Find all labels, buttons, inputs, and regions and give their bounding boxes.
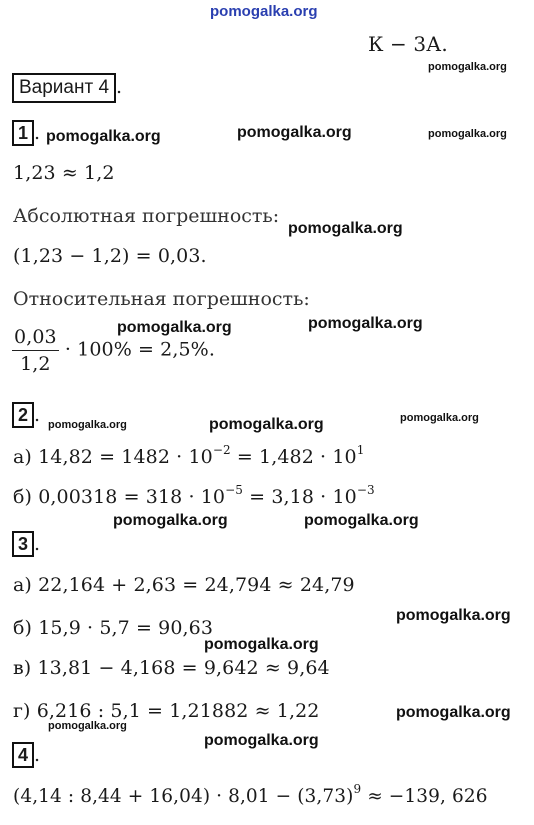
task-1-number: 1 . bbox=[12, 120, 40, 146]
work-code: К − 3А. bbox=[368, 32, 448, 56]
task-1-approx: 1,23 ≈ 1,2 bbox=[13, 162, 115, 184]
task-3-c: в) 13,81 − 4,168 = 9,642 ≈ 9,64 bbox=[13, 657, 330, 679]
watermark: pomogalka.org bbox=[237, 124, 352, 141]
watermark: pomogalka.org bbox=[288, 220, 403, 237]
watermark: pomogalka.org bbox=[209, 416, 324, 433]
task-2-number: 2 . bbox=[12, 402, 40, 428]
task-2-b: б) $0,00318 = 318 \cdot 10^{-5} = 3,18 \cdot 10^{-3}$ bbox=[13, 483, 375, 508]
watermark: pomogalka.org bbox=[48, 419, 127, 431]
task-3-b: б) 15,9 · 5,7 = 90,63 bbox=[13, 617, 214, 639]
fraction-rest: · 100% = 2,5%. bbox=[64, 338, 215, 361]
watermark: pomogalka.org bbox=[113, 512, 228, 529]
watermark: pomogalka.org bbox=[396, 704, 511, 721]
task-4-expression: (4,14 : $8,44 + 16,04) \cdot 8,01 - (3,73)^9 \approx -139$, 626 bbox=[13, 782, 488, 807]
variant-label: Вариант 4 bbox=[12, 73, 116, 103]
watermark: pomogalka.org bbox=[204, 636, 319, 653]
watermark: pomogalka.org bbox=[428, 61, 507, 73]
watermark: pomogalka.org bbox=[304, 512, 419, 529]
watermark: pomogalka.org bbox=[117, 319, 232, 336]
watermark: pomogalka.org bbox=[204, 732, 319, 749]
fraction bbox=[12, 326, 59, 375]
watermark: pomogalka.org bbox=[308, 315, 423, 332]
task-1-abs-label: Абсолютная погрешность: bbox=[13, 205, 280, 227]
watermark-top: pomogalka.org bbox=[210, 3, 318, 20]
task-3-number: 3 . bbox=[12, 531, 40, 557]
watermark: pomogalka.org bbox=[48, 720, 127, 732]
fraction-numerator: 0,03 bbox=[12, 326, 59, 351]
task-1-rel-formula bbox=[12, 326, 215, 375]
task-3-d: г) 6,216 : 5,1 = 1,21882 ≈ 1,22 bbox=[13, 700, 320, 722]
task-1-rel-label: Относительная погрешность: bbox=[13, 288, 310, 310]
watermark: pomogalka.org bbox=[46, 128, 161, 145]
task-1-abs-value: (1,23 − 1,2) = 0,03. bbox=[13, 245, 207, 267]
watermark: pomogalka.org bbox=[396, 607, 511, 624]
watermark: pomogalka.org bbox=[428, 128, 507, 140]
task-2-a: а) $14,82 = 1482 \cdot 10^{-2} = 1,482 \cdot 10^1$ bbox=[13, 443, 365, 468]
watermark: pomogalka.org bbox=[400, 412, 479, 424]
task-4-number: 4 . bbox=[12, 742, 40, 768]
variant-heading: Вариант 4 . bbox=[12, 73, 122, 103]
task-3-a: а) 22,164 + 2,63 = 24,794 ≈ 24,79 bbox=[13, 574, 355, 596]
fraction-denominator: 1,2 bbox=[20, 353, 51, 375]
